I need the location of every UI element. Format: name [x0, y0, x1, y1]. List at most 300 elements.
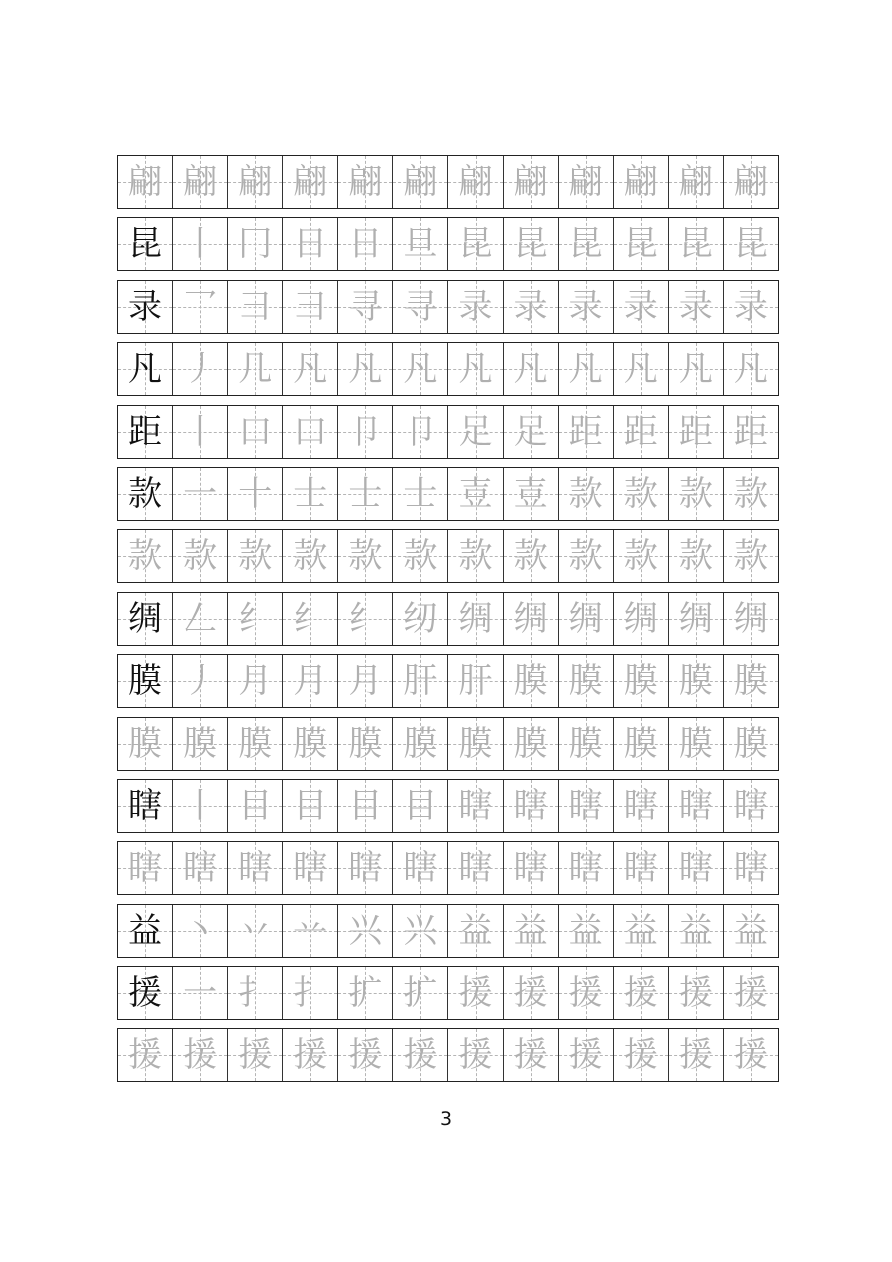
- trace-character: 援: [128, 1035, 163, 1076]
- grid-cell: [448, 842, 503, 894]
- trace-character: 款: [623, 536, 658, 577]
- grid-cell: [669, 468, 724, 520]
- trace-character: 益: [623, 910, 658, 951]
- trace-character: 援: [623, 973, 658, 1014]
- trace-character: 款: [678, 536, 713, 577]
- trace-character: 膜: [623, 723, 658, 764]
- grid-cell: [448, 281, 503, 333]
- trace-character: 壴: [513, 473, 548, 514]
- trace-character: 昆: [623, 224, 658, 265]
- grid-cell: [118, 655, 173, 707]
- grid-cell: [448, 406, 503, 458]
- grid-cell: [283, 655, 338, 707]
- grid-cell: [669, 593, 724, 645]
- trace-character: 䒑: [293, 910, 328, 951]
- practice-row: [117, 405, 779, 459]
- grid-cell: [283, 156, 338, 208]
- grid-cell: [448, 468, 503, 520]
- grid-cell: [559, 655, 614, 707]
- trace-character: 援: [238, 1035, 273, 1076]
- trace-character: 昆: [678, 224, 713, 265]
- trace-character: 日: [293, 224, 328, 265]
- trace-character: 口: [293, 411, 328, 452]
- grid-cell: [614, 281, 669, 333]
- trace-character: 凡: [513, 349, 548, 390]
- model-character: 距: [128, 411, 163, 452]
- grid-cell: [724, 406, 778, 458]
- grid-cell: [338, 905, 393, 957]
- trace-character: 援: [623, 1035, 658, 1076]
- trace-character: 膜: [238, 723, 273, 764]
- grid-cell: [393, 905, 448, 957]
- grid-cell: [173, 718, 228, 770]
- grid-cell: [669, 780, 724, 832]
- model-character: 援: [128, 973, 163, 1014]
- trace-character: 几: [238, 349, 273, 390]
- trace-character: 绸: [568, 598, 603, 639]
- grid-cell: [504, 593, 559, 645]
- trace-character: 目: [238, 785, 273, 826]
- trace-character: 扌: [293, 973, 328, 1014]
- grid-cell: [559, 967, 614, 1019]
- trace-character: 卩: [403, 411, 438, 452]
- grid-cell: [118, 156, 173, 208]
- trace-character: 十: [238, 473, 273, 514]
- trace-character: 丨: [183, 411, 218, 452]
- grid-cell: [283, 1029, 338, 1081]
- grid-cell: [559, 905, 614, 957]
- trace-character: 款: [733, 473, 768, 514]
- grid-cell: [228, 967, 283, 1019]
- trace-character: 援: [678, 1035, 713, 1076]
- trace-character: 膜: [513, 723, 548, 764]
- trace-character: 丿: [183, 349, 218, 390]
- trace-character: 凡: [733, 349, 768, 390]
- grid-cell: [393, 468, 448, 520]
- trace-character: 凡: [623, 349, 658, 390]
- grid-cell: [504, 406, 559, 458]
- trace-character: 益: [458, 910, 493, 951]
- grid-cell: [228, 156, 283, 208]
- grid-cell: [283, 530, 338, 582]
- grid-cell: [724, 655, 778, 707]
- trace-character: 丷: [238, 910, 273, 951]
- grid-cell: [283, 780, 338, 832]
- grid-cell: [614, 406, 669, 458]
- grid-cell: [448, 780, 503, 832]
- trace-character: 彐: [238, 286, 273, 327]
- grid-cell: [614, 655, 669, 707]
- grid-cell: [614, 842, 669, 894]
- grid-cell: [338, 281, 393, 333]
- grid-cell: [228, 406, 283, 458]
- trace-character: 膜: [733, 723, 768, 764]
- model-character: 益: [128, 910, 163, 951]
- trace-character: 翩: [458, 162, 493, 202]
- grid-cell: [724, 156, 778, 208]
- grid-cell: [118, 967, 173, 1019]
- grid-cell: [504, 343, 559, 395]
- trace-character: 瞎: [733, 785, 768, 826]
- grid-cell: [393, 593, 448, 645]
- grid-cell: [173, 406, 228, 458]
- trace-character: 日: [348, 224, 383, 265]
- grid-cell: [724, 281, 778, 333]
- grid-cell: [724, 1029, 778, 1081]
- grid-cell: [669, 655, 724, 707]
- grid-cell: [504, 967, 559, 1019]
- trace-character: 录: [513, 286, 548, 327]
- trace-character: 士: [348, 473, 383, 514]
- grid-cell: [393, 1029, 448, 1081]
- trace-character: 款: [513, 536, 548, 577]
- grid-cell: [393, 343, 448, 395]
- trace-character: 一: [183, 473, 218, 514]
- trace-character: 瞎: [733, 848, 768, 889]
- model-character: 昆: [128, 224, 163, 265]
- trace-character: 卩: [348, 411, 383, 452]
- trace-character: 援: [513, 973, 548, 1014]
- grid-cell: [228, 593, 283, 645]
- trace-character: 膜: [403, 723, 438, 764]
- grid-cell: [504, 780, 559, 832]
- grid-cell: [614, 1029, 669, 1081]
- trace-character: 款: [458, 536, 493, 577]
- grid-cell: [724, 593, 778, 645]
- trace-character: 翩: [348, 162, 383, 202]
- grid-cell: [338, 343, 393, 395]
- grid-cell: [173, 593, 228, 645]
- trace-character: 援: [568, 1035, 603, 1076]
- grid-cell: [173, 218, 228, 270]
- trace-character: 彐: [293, 286, 328, 327]
- grid-cell: [338, 406, 393, 458]
- trace-character: 丶: [183, 910, 218, 951]
- trace-character: 援: [183, 1035, 218, 1076]
- model-character: 膜: [128, 661, 163, 702]
- trace-character: 目: [403, 785, 438, 826]
- grid-cell: [559, 468, 614, 520]
- trace-character: 距: [733, 411, 768, 452]
- grid-cell: [338, 156, 393, 208]
- practice-row: [117, 155, 779, 209]
- trace-character: 款: [568, 536, 603, 577]
- practice-row: [117, 654, 779, 708]
- practice-row: [117, 904, 779, 958]
- grid-cell: [614, 343, 669, 395]
- trace-character: 翩: [678, 162, 713, 202]
- trace-character: 瞎: [348, 848, 383, 889]
- trace-character: 援: [458, 1035, 493, 1076]
- grid-cell: [173, 1029, 228, 1081]
- grid-cell: [448, 218, 503, 270]
- trace-character: 绸: [458, 598, 493, 639]
- trace-character: 目: [293, 785, 328, 826]
- trace-character: 一: [183, 973, 218, 1014]
- grid-cell: [393, 281, 448, 333]
- page-number: 3: [439, 1108, 453, 1130]
- grid-cell: [504, 156, 559, 208]
- grid-cell: [393, 156, 448, 208]
- grid-cell: [228, 905, 283, 957]
- trace-character: 凡: [568, 349, 603, 390]
- grid-cell: [669, 842, 724, 894]
- grid-cell: [283, 593, 338, 645]
- trace-character: 瞎: [513, 848, 548, 889]
- trace-character: 援: [293, 1035, 328, 1076]
- grid-cell: [393, 218, 448, 270]
- grid-cell: [559, 343, 614, 395]
- grid-cell: [614, 905, 669, 957]
- grid-cell: [338, 718, 393, 770]
- trace-character: 绸: [623, 598, 658, 639]
- grid-cell: [559, 156, 614, 208]
- grid-cell: [669, 156, 724, 208]
- trace-character: 瞎: [568, 848, 603, 889]
- grid-cell: [118, 218, 173, 270]
- trace-character: 援: [733, 1035, 768, 1076]
- trace-character: 乛: [183, 286, 218, 327]
- grid-cell: [448, 718, 503, 770]
- trace-character: 益: [678, 910, 713, 951]
- trace-character: 膜: [733, 661, 768, 702]
- trace-character: 款: [403, 536, 438, 577]
- trace-character: 翩: [293, 162, 328, 202]
- practice-row: [117, 966, 779, 1020]
- trace-character: 凡: [678, 349, 713, 390]
- trace-character: 益: [513, 910, 548, 951]
- grid-cell: [338, 655, 393, 707]
- grid-cell: [338, 468, 393, 520]
- grid-cell: [173, 967, 228, 1019]
- grid-cell: [448, 655, 503, 707]
- trace-character: 款: [348, 536, 383, 577]
- trace-character: 瞎: [293, 848, 328, 889]
- grid-cell: [724, 780, 778, 832]
- grid-cell: [173, 842, 228, 894]
- grid-cell: [173, 905, 228, 957]
- trace-character: 月: [293, 661, 328, 702]
- trace-character: 援: [348, 1035, 383, 1076]
- grid-cell: [614, 468, 669, 520]
- grid-cell: [724, 718, 778, 770]
- trace-character: 援: [733, 973, 768, 1014]
- grid-cell: [173, 780, 228, 832]
- trace-character: 膜: [183, 723, 218, 764]
- trace-character: 士: [293, 473, 328, 514]
- trace-character: 绸: [733, 598, 768, 639]
- grid-cell: [228, 218, 283, 270]
- grid-cell: [504, 718, 559, 770]
- trace-character: 翩: [403, 162, 438, 202]
- grid-cell: [559, 1029, 614, 1081]
- trace-character: 昆: [733, 224, 768, 265]
- grid-cell: [559, 218, 614, 270]
- grid-cell: [504, 468, 559, 520]
- grid-cell: [614, 156, 669, 208]
- grid-cell: [559, 780, 614, 832]
- grid-cell: [504, 218, 559, 270]
- trace-character: 膜: [678, 723, 713, 764]
- trace-character: 肝: [403, 661, 438, 702]
- model-character: 录: [128, 286, 163, 327]
- model-character: 凡: [128, 349, 163, 390]
- trace-character: 翩: [238, 162, 273, 202]
- grid-cell: [448, 530, 503, 582]
- trace-character: 膜: [568, 661, 603, 702]
- grid-cell: [559, 406, 614, 458]
- trace-character: 款: [183, 536, 218, 577]
- trace-character: 翩: [513, 162, 548, 202]
- trace-character: 援: [403, 1035, 438, 1076]
- trace-character: 瞎: [403, 848, 438, 889]
- grid-cell: [283, 842, 338, 894]
- grid-cell: [338, 218, 393, 270]
- grid-cell: [669, 1029, 724, 1081]
- practice-grid: [117, 155, 779, 1091]
- grid-cell: [724, 468, 778, 520]
- trace-character: 旦: [403, 224, 438, 265]
- grid-cell: [669, 343, 724, 395]
- trace-character: 翩: [128, 162, 163, 202]
- trace-character: 膜: [293, 723, 328, 764]
- grid-cell: [448, 156, 503, 208]
- trace-character: 援: [458, 973, 493, 1014]
- practice-row: [117, 467, 779, 521]
- trace-character: 款: [293, 536, 328, 577]
- trace-character: 寻: [348, 286, 383, 327]
- grid-cell: [228, 780, 283, 832]
- grid-cell: [338, 780, 393, 832]
- practice-row: [117, 342, 779, 396]
- grid-cell: [118, 468, 173, 520]
- trace-character: 口: [238, 411, 273, 452]
- trace-character: 录: [458, 286, 493, 327]
- trace-character: 款: [128, 536, 163, 577]
- grid-cell: [228, 718, 283, 770]
- grid-cell: [669, 905, 724, 957]
- grid-cell: [283, 905, 338, 957]
- grid-cell: [724, 967, 778, 1019]
- grid-cell: [559, 718, 614, 770]
- grid-cell: [669, 718, 724, 770]
- trace-character: 款: [733, 536, 768, 577]
- trace-character: 足: [458, 411, 493, 452]
- grid-cell: [173, 655, 228, 707]
- trace-character: 昆: [458, 224, 493, 265]
- grid-cell: [724, 842, 778, 894]
- grid-cell: [283, 718, 338, 770]
- trace-character: 援: [568, 973, 603, 1014]
- model-character: 绸: [128, 598, 163, 639]
- trace-character: 翩: [183, 162, 218, 202]
- trace-character: 膜: [458, 723, 493, 764]
- trace-character: 目: [348, 785, 383, 826]
- trace-character: 瞎: [128, 848, 163, 889]
- practice-row: [117, 529, 779, 583]
- grid-cell: [118, 842, 173, 894]
- trace-character: 绸: [678, 598, 713, 639]
- grid-cell: [614, 218, 669, 270]
- trace-character: 瞎: [623, 785, 658, 826]
- grid-cell: [283, 281, 338, 333]
- grid-cell: [669, 281, 724, 333]
- trace-character: 翩: [623, 162, 658, 202]
- trace-character: 月: [238, 661, 273, 702]
- trace-character: 凡: [403, 349, 438, 390]
- trace-character: 录: [568, 286, 603, 327]
- practice-row: [117, 717, 779, 771]
- trace-character: 翩: [568, 162, 603, 202]
- trace-character: 距: [568, 411, 603, 452]
- trace-character: 录: [623, 286, 658, 327]
- trace-character: 益: [733, 910, 768, 951]
- grid-cell: [669, 218, 724, 270]
- trace-character: 足: [513, 411, 548, 452]
- trace-character: 昆: [513, 224, 548, 265]
- practice-row: [117, 592, 779, 646]
- grid-cell: [118, 406, 173, 458]
- trace-character: 瞎: [513, 785, 548, 826]
- grid-cell: [559, 281, 614, 333]
- grid-cell: [393, 655, 448, 707]
- grid-cell: [614, 780, 669, 832]
- grid-cell: [724, 343, 778, 395]
- grid-cell: [393, 842, 448, 894]
- trace-character: 翩: [733, 162, 768, 202]
- grid-cell: [118, 281, 173, 333]
- practice-row: [117, 280, 779, 334]
- grid-cell: [448, 967, 503, 1019]
- trace-character: 膜: [348, 723, 383, 764]
- grid-cell: [724, 218, 778, 270]
- model-character: 款: [128, 473, 163, 514]
- trace-character: 距: [678, 411, 713, 452]
- model-character: 瞎: [128, 785, 163, 826]
- grid-cell: [118, 530, 173, 582]
- practice-row: [117, 1028, 779, 1082]
- trace-character: 款: [238, 536, 273, 577]
- grid-cell: [448, 593, 503, 645]
- grid-cell: [393, 967, 448, 1019]
- grid-cell: [614, 530, 669, 582]
- trace-character: 凡: [348, 349, 383, 390]
- trace-character: 丨: [183, 785, 218, 826]
- grid-cell: [614, 967, 669, 1019]
- grid-cell: [118, 1029, 173, 1081]
- grid-cell: [338, 967, 393, 1019]
- grid-cell: [393, 718, 448, 770]
- trace-character: 绸: [513, 598, 548, 639]
- trace-character: 扌: [238, 973, 273, 1014]
- trace-character: 兴: [403, 910, 438, 951]
- trace-character: 膜: [678, 661, 713, 702]
- grid-cell: [228, 1029, 283, 1081]
- trace-character: 瞎: [678, 785, 713, 826]
- grid-cell: [614, 593, 669, 645]
- grid-cell: [118, 343, 173, 395]
- trace-character: 扩: [348, 973, 383, 1014]
- trace-character: 款: [568, 473, 603, 514]
- trace-character: 录: [733, 286, 768, 327]
- grid-cell: [669, 967, 724, 1019]
- grid-cell: [724, 530, 778, 582]
- trace-character: 纟: [348, 598, 383, 639]
- grid-cell: [669, 406, 724, 458]
- grid-cell: [504, 1029, 559, 1081]
- grid-cell: [393, 406, 448, 458]
- trace-character: 𠃋: [183, 598, 218, 639]
